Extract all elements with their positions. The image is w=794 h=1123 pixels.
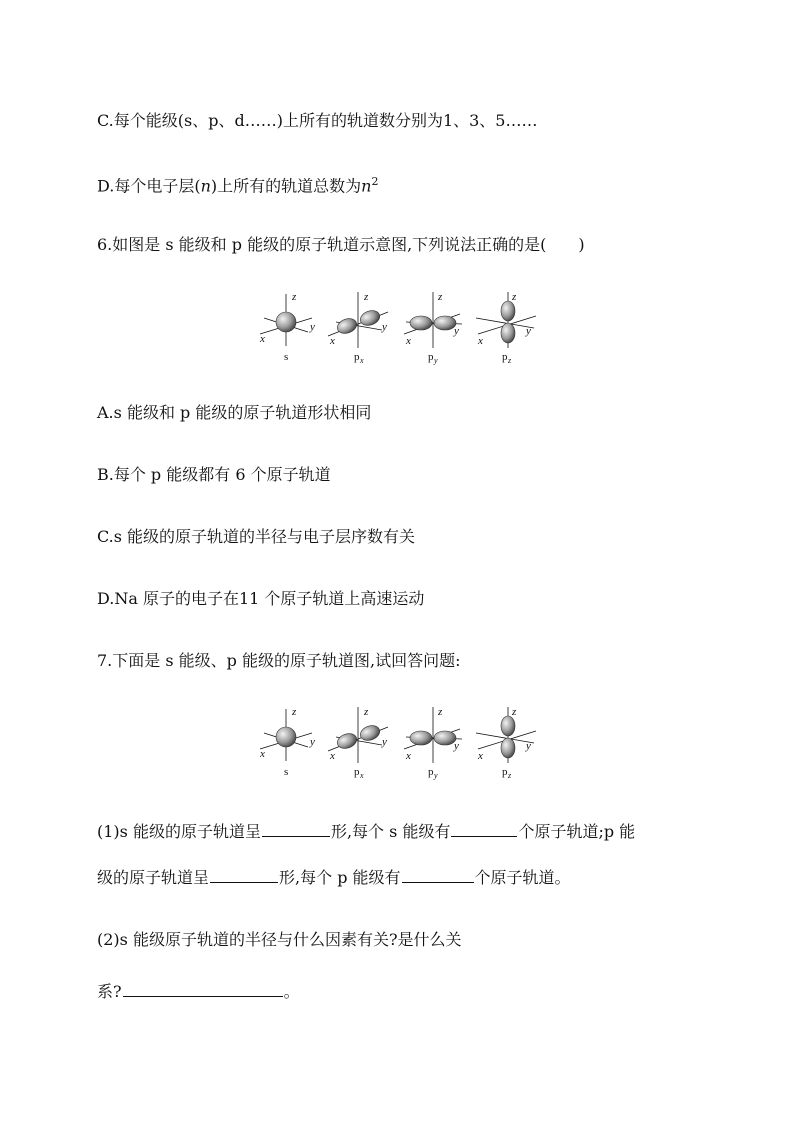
- svg-text:p: p: [502, 766, 508, 778]
- svg-text:x: x: [406, 750, 411, 762]
- svg-text:x: x: [478, 750, 483, 762]
- svg-text:z: z: [512, 291, 517, 303]
- answer-blank[interactable]: [451, 820, 517, 837]
- svg-text:p: p: [428, 766, 434, 778]
- pz-orbital: [476, 291, 536, 365]
- svg-text:x: x: [260, 333, 265, 345]
- svg-text:z: z: [438, 291, 443, 303]
- svg-text:z: z: [364, 291, 369, 303]
- svg-text:z: z: [512, 706, 517, 718]
- svg-text:y: y: [454, 740, 459, 752]
- orbital-figure-q7: [250, 703, 550, 783]
- option-6b: B.每个 p 能级都有 6 个原子轨道: [97, 465, 331, 484]
- svg-text:p: p: [354, 351, 360, 363]
- py-orbital: [404, 291, 462, 365]
- svg-text:s: s: [284, 351, 289, 363]
- option-5d: D.每个电子层(n)上所有的轨道总数为$n^2$: [97, 175, 379, 196]
- question-7-part1-line2: 级的原子轨道呈 形,每个 p 能级有 个原子轨道。: [97, 868, 571, 887]
- option-6c: C.s 能级的原子轨道的半径与电子层序数有关: [97, 527, 416, 546]
- svg-text:x: x: [260, 748, 265, 760]
- svg-text:p: p: [428, 351, 434, 363]
- svg-text:y: y: [454, 325, 459, 337]
- answer-blank[interactable]: [402, 866, 474, 883]
- orbital-figure-q6: [250, 288, 550, 368]
- svg-text:z: z: [508, 771, 512, 780]
- answer-blank[interactable]: [262, 820, 330, 837]
- svg-text:y: y: [310, 321, 315, 333]
- option-6a: A.s 能级和 p 能级的原子轨道形状相同: [97, 403, 372, 422]
- svg-text:x: x: [360, 356, 364, 365]
- svg-text:p: p: [354, 766, 360, 778]
- px-orbital: [328, 291, 388, 365]
- question-7-part1-line1: (1)s 能级的原子轨道呈 形,每个 s 能级有 个原子轨道;p 能: [97, 822, 636, 841]
- svg-text:y: y: [434, 771, 438, 780]
- svg-text:z: z: [438, 706, 443, 718]
- answer-blank[interactable]: [210, 866, 278, 883]
- py-orbital: [404, 706, 462, 780]
- question-7-stem: 7.下面是 s 能级、p 能级的原子轨道图,试回答问题:: [97, 651, 461, 670]
- svg-text:s: s: [284, 766, 289, 778]
- answer-blank[interactable]: [123, 980, 283, 997]
- svg-text:z: z: [364, 706, 369, 718]
- svg-text:y: y: [526, 740, 531, 752]
- question-7-part2-line2: 系? 。: [97, 982, 300, 1001]
- option-5c: C.每个能级(s、p、d……)上所有的轨道数分别为1、3、5……: [97, 111, 538, 130]
- svg-text:y: y: [382, 736, 387, 748]
- question-7-part2-line1: (2)s 能级原子轨道的半径与什么因素有关?是什么关: [97, 930, 462, 949]
- svg-text:y: y: [382, 321, 387, 333]
- svg-text:p: p: [502, 351, 508, 363]
- s-orbital: [259, 706, 315, 778]
- svg-text:y: y: [434, 356, 438, 365]
- svg-text:z: z: [292, 291, 297, 303]
- pz-orbital: [476, 706, 536, 780]
- svg-text:y: y: [526, 325, 531, 337]
- svg-text:y: y: [310, 736, 315, 748]
- s-orbital: [259, 291, 315, 363]
- px-orbital: [328, 706, 388, 780]
- svg-text:z: z: [292, 706, 297, 718]
- svg-text:x: x: [330, 335, 335, 347]
- svg-text:x: x: [330, 750, 335, 762]
- svg-text:x: x: [360, 771, 364, 780]
- option-6d: D.Na 原子的电子在11 个原子轨道上高速运动: [97, 589, 425, 608]
- svg-text:z: z: [508, 356, 512, 365]
- svg-text:x: x: [478, 335, 483, 347]
- svg-text:x: x: [406, 335, 411, 347]
- question-6-stem: 6.如图是 s 能级和 p 能级的原子轨道示意图,下列说法正确的是( ): [97, 235, 585, 254]
